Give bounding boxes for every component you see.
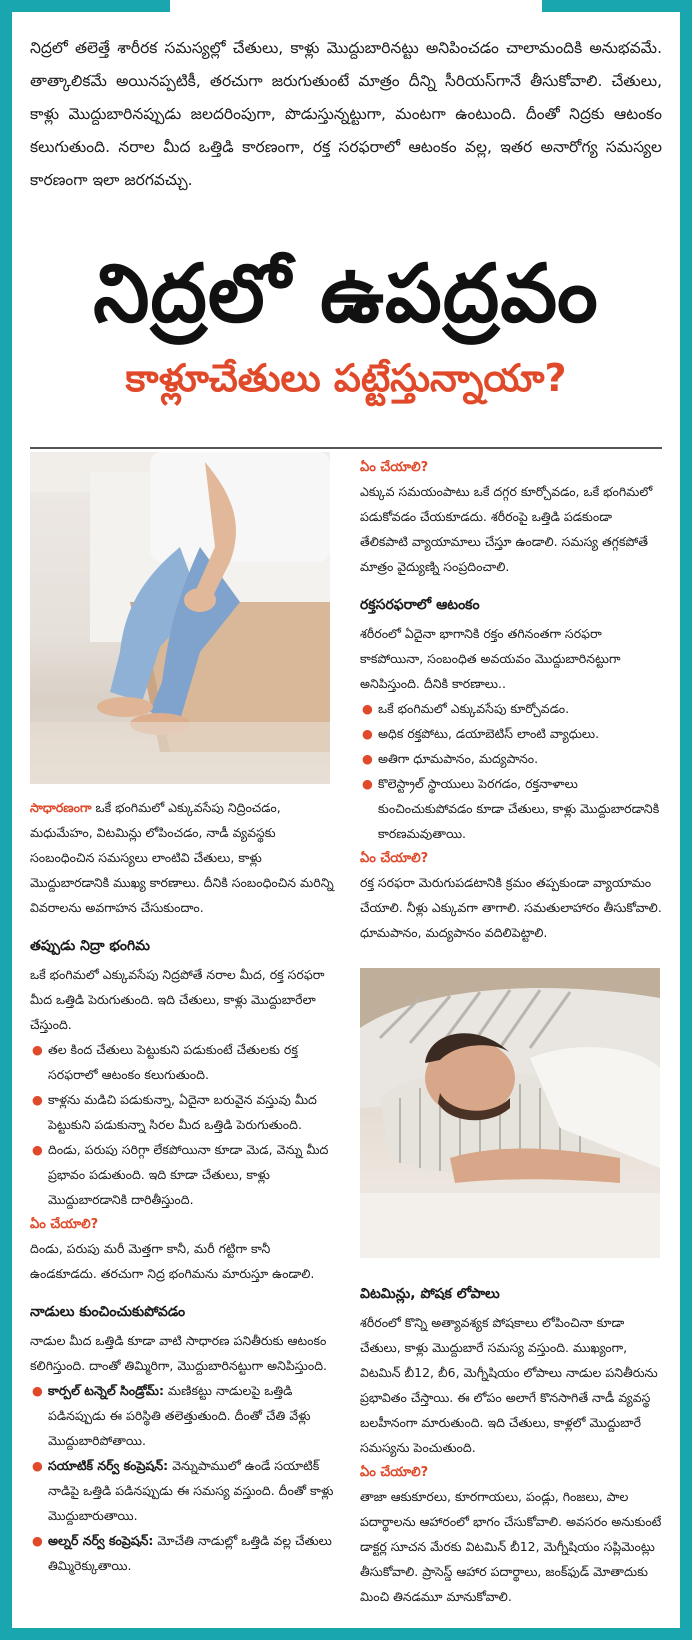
list-item: ● కాళ్లను మడిచి పడుకున్నా, ఏదైనా బరువైన వస్తువు మీద పెట్టుకుని పడుకున్నా సిరల మీద ఒత్తిడి పెరుగుతుంది.: [30, 1087, 340, 1137]
photo-sitting-person: [30, 452, 330, 784]
bullet-dot-icon: ●: [362, 776, 373, 791]
list-item: ● సయాటిక్ నర్వ్ కంప్రెషన్: వెన్నుపాములో ఉండే సయాటిక్ నాడిపై ఒత్తిడి పడినప్పుడు ఈ సమస్య వస్తుంది. దీంతో కాళ్లు మొద్దుబారుతాయి.: [30, 1453, 340, 1528]
lead-word: సాధారణంగా: [30, 800, 92, 815]
bullet-dot-icon: ●: [32, 1458, 43, 1473]
section-heading-nerve-compression: నాడులు కుంచించుకుపోవడం: [30, 1304, 186, 1320]
bullet-dot-icon: ●: [362, 701, 373, 716]
headline: నిద్రలో ఉపద్రవం: [93, 247, 599, 340]
sitting-person-illustration: [30, 452, 330, 784]
section-text-blood-supply: శరీరంలో ఏదైనా భాగానికి రక్తం తగినంతగా సరఫరా కాకపోయినా, సంబంధిత అవయవం మొద్దుబారినట్టుగా అనిపిస్తుంది. దీనికి కారణాలు..: [360, 626, 621, 691]
bullet-dot-icon: ●: [32, 1142, 43, 1157]
frame-top-right: [542, 0, 692, 12]
bullet-dot-icon: ●: [32, 1383, 43, 1398]
list-item: ● కార్పల్ టన్నెల్ సిండ్రోమ్: మణికట్టు నాడులపై ఒత్తిడి పడినప్పుడు ఈ పరిస్థితి తలెత్తుతుంది. దీంతో చేతి వేళ్లు మొద్దుబారిపోతాయి.: [30, 1378, 340, 1453]
sleeping-man-illustration: [360, 968, 660, 1258]
intro-paragraph: నిద్రలో తలెత్తే శారీరక సమస్యల్లో చేతులు, కాళ్లు మొద్దుబారినట్టు అనిపించడం చాలామందికి అనుభవమే. తాత్కాలికమే అయినప్పటికీ, తరచుగా జరుగుతుంటే మాత్రం దీన్ని సీరియస్‌గానే తీసుకోవాలి. చేతులు, కాళ్లు మొద్దుబారినప్పుడు జలదరింపుగా, పొడుస్తున్నట్టుగా, మంటగా ఉంటుంది. దీంతో నిద్రకు ఆటంకం కలుగుతుంది. నరాల మీద ఒత్తిడి కారణంగా, రక్త సరఫరాలో ఆటంకం వల్ల, ఇతర అనారోగ్య సమస్యల కారణంగా ఇలా జరగవచ్చు.: [30, 39, 662, 189]
list-item: ● అధిక రక్తపోటు, డయాబెటిస్ లాంటి వ్యాధులు.: [360, 721, 662, 746]
right-column-lower: [360, 1268, 662, 1609]
list-item: ● తల కింద చేతులు పెట్టుకుని పడుకుంటే చేతులకు రక్త సరఫరాలో ఆటంకం కలుగుతుంది.: [30, 1037, 340, 1087]
bullet-dot-icon: ●: [362, 726, 373, 741]
section-heading-blood-supply: రక్తసరఫరాలో ఆటంకం: [360, 597, 480, 613]
bullet-dot-icon: ●: [32, 1042, 43, 1057]
what-to-do-heading: ఏం చేయాలి?: [360, 851, 429, 866]
left-column: [30, 795, 340, 1578]
bullet-list-nerve-compression: [30, 1378, 340, 1578]
list-item: ● అల్నర్ నర్వ్ కంప్రెషన్: మోచేతి నాడుల్లో ఒత్తిడి వల్ల చేతులు తిమ్మిరెక్కుతాయి.: [30, 1528, 340, 1578]
bullet-list-sleep-posture: [30, 1037, 340, 1212]
bullet-dot-icon: ●: [362, 751, 373, 766]
list-item: ● కొలెస్ట్రాల్ స్థాయులు పెరగడం, రక్తనాళాలు కుంచించుకుపోవడం కూడా చేతులు, కాళ్లు మొద్దుబారడానికి కారణమవుతాయి.: [360, 771, 662, 846]
lead-paragraph: [30, 795, 340, 920]
frame-right: [680, 0, 692, 1640]
list-item: ● దిండు, పరుపు సరిగ్గా లేకపోయినా కూడా మెడ, వెన్ను మీద ప్రభావం పడుతుంది. ఇది కూడా చేతులు, కాళ్లు మొద్దుబారడానికి దారితీస్తుంది.: [30, 1137, 340, 1212]
section-text-sleep-posture: ఒకే భంగిమలో ఎక్కువసేపు నిద్రపోతే నరాల మీద, రక్త సరఫరా మీద ఒత్తిడి పెరుగుతుంది. ఇది చేతులు, కాళ్లు మొద్దుబారేలా చేస్తుంది.: [30, 967, 325, 1032]
frame-top-left: [0, 0, 170, 12]
list-item: ● ఒకే భంగిమలో ఎక్కువసేపు కూర్చోవడం.: [360, 696, 662, 721]
what-to-do-text: తాజా ఆకుకూరలు, కూరగాయలు, పండ్లు, గింజలు, పాల పదార్థాలను ఆహారంలో భాగం చేసుకోవాలి. అవసరం అనుకుంటే డాక్టర్ల సూచన మేరకు విటమిన్ బీ12, మెగ్నీషియం సప్లిమెంట్లు తీసుకోవాలి. ప్రాసెస్డ్ ఆహార పదార్థాలు, జంక్‌ఫుడ్ మోతాదుకు మించి తినడమూ మానుకోవాలి.: [360, 1489, 662, 1604]
section-heading-vitamins: విటమిన్లు, పోషక లోపాలు: [360, 1286, 500, 1302]
photo-sleeping-man: [360, 968, 660, 1258]
lead-text: ఒకే భంగిమలో ఎక్కువసేపు నిద్రించడం, మధుమేహం, విటమిన్లు లోపించడం, నాడీ వ్యవస్థకు సంబంధించిన సమస్యలు లాంటివి చేతులు, కాళ్లు మొద్దుబారడానికి ముఖ్య కారణాలు. దీనికి సంబంధించిన మరిన్ని వివరాలను అవగాహన చేసుకుందాం.: [30, 800, 334, 915]
section-text-vitamins: శరీరంలో కొన్ని అత్యావశ్యక పోషకాలు లోపించినా కూడా చేతులు, కాళ్లు మొద్దుబారే సమస్య వస్తుంది. ముఖ్యంగా, విటమిన్ బీ12, బీ6, మెగ్నీషియం లోపాలు నాడుల పనితీరును ప్రభావితం చేస్తాయి. ఈ లోపం అలాగే కొనసాగితే నాడీ వ్యవస్థ బలహీనంగా మారుతుంది. ఇది చేతులు, కాళ్లలో మొద్దుబారే సమస్యను పెంచుతుంది.: [360, 1315, 658, 1455]
divider: [30, 447, 662, 449]
subheadline: కాళ్లూచేతులు పట్టేస్తున్నాయా?: [125, 356, 567, 400]
what-to-do-heading: ఏం చేయాలి?: [360, 460, 429, 475]
frame-left: [0, 0, 12, 1640]
what-to-do-text: రక్త సరఫరా మెరుగుపడటానికి క్రమం తప్పకుండా వ్యాయామం చేయాలి. నీళ్లు ఎక్కువగా తాగాలి. సమతులాహారం తీసుకోవాలి. ధూమపానం, మద్యపానం వదిలిపెట్టాలి.: [360, 875, 662, 940]
right-column-upper: [360, 455, 662, 945]
bullet-dot-icon: ●: [32, 1092, 43, 1107]
list-item: ● అతిగా ధూమపానం, మద్యపానం.: [360, 746, 662, 771]
bullet-list-blood-supply: [360, 696, 662, 846]
bullet-dot-icon: ●: [32, 1533, 43, 1548]
section-heading-sleep-posture: తప్పుడు నిద్రా భంగిమ: [30, 938, 150, 954]
what-to-do-text: దిండు, పరుపు మరీ మెత్తగా కానీ, మరీ గట్టిగా కానీ ఉండకూడదు. తరచుగా నిద్ర భంగిమను మారుస్తూ ఉండాలి.: [30, 1241, 315, 1281]
section-text-nerve-compression: నాడుల మీద ఒత్తిడి కూడా వాటి సాధారణ పనితీరుకు ఆటంకం కలిగిస్తుంది. దాంతో తిమ్మిరిగా, మొద్దుబారినట్టుగా అనిపిస్తుంది.: [30, 1333, 328, 1373]
what-to-do-heading: ఏం చేయాలి?: [30, 1217, 99, 1232]
what-to-do-heading: ఏం చేయాలి?: [360, 1465, 429, 1480]
what-to-do-text: ఎక్కువ సమయంపాటు ఒకే దగ్గర కూర్చోవడం, ఒకే భంగిమలో పడుకోవడం చేయకూడదు. శరీరంపై ఒత్తిడి పడకుండా తేలికపాటి వ్యాయామాలు చేస్తూ ఉండాలి. సమస్య తగ్గకపోతే మాత్రం వైద్యుణ్ని సంప్రదించాలి.: [360, 484, 653, 574]
frame-bottom: [0, 1628, 692, 1640]
